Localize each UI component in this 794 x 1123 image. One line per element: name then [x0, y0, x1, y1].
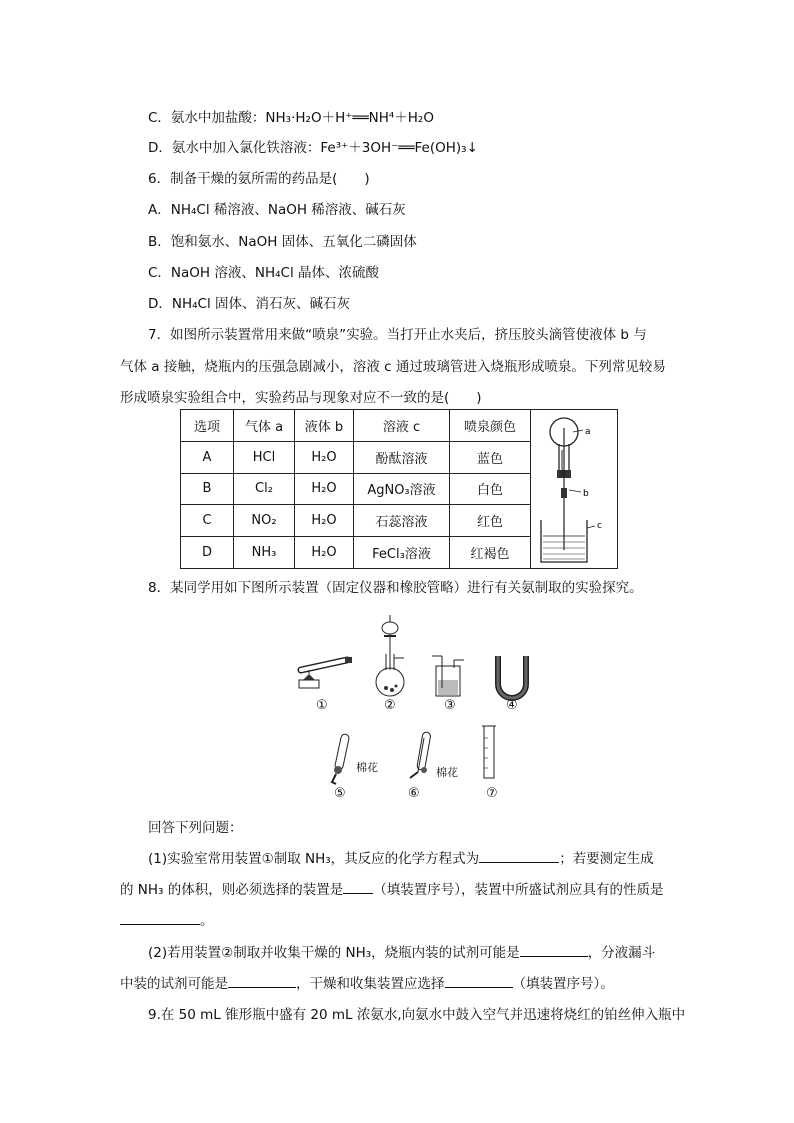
table-header-cell: 溶液 c: [354, 410, 450, 442]
table-cell: 白色: [450, 473, 531, 505]
question-7-line3: 形成喷泉实验组合中，实验药品与现象对应不一致的是( ): [120, 390, 482, 406]
table-header-cell: 喷泉颜色: [450, 410, 531, 442]
part-1-line3: 。: [120, 909, 214, 929]
label-apparatus-1: ①: [316, 698, 328, 713]
label-apparatus-3: ③: [444, 698, 456, 713]
apparatus-6-figure: [402, 728, 436, 784]
label-apparatus-7: ⑦: [486, 786, 498, 801]
question-8: 8．某同学用如下图所示装置（固定仪器和橡胶管略）进行有关氨制取的实验探究。: [148, 580, 643, 596]
table-cell: AgNO₃溶液: [354, 473, 450, 505]
cotton-label-6: 棉花: [436, 766, 458, 779]
label-b: b: [583, 489, 589, 499]
table-cell: D: [181, 537, 234, 569]
question-7-line2: 气体 a 接触，烧瓶内的压强急剧减小，溶液 c 通过玻璃管进入烧瓶形成喷泉。下列常见较易: [120, 359, 666, 375]
label-apparatus-4: ④: [506, 698, 518, 713]
table-header-cell: 气体 a: [234, 410, 295, 442]
question-7-line1: 7．如图所示装置常用来做“喷泉”实验。当打开止水夹后，挤压胶头滴管使液体 b 与: [148, 327, 647, 343]
label-apparatus-5: ⑤: [334, 786, 346, 801]
q6-option-c: C．NaOH 溶液、NH₄Cl 晶体、浓硫酸: [148, 265, 379, 281]
blank[interactable]: [479, 850, 559, 863]
apparatus-4-figure: [492, 650, 532, 696]
table-cell: 酚酞溶液: [354, 441, 450, 473]
label-c: c: [597, 521, 602, 531]
line-option-d: D．氨水中加入氯化铁溶液：Fe³⁺＋3OH⁻══Fe(OH)₃↓: [148, 140, 478, 156]
apparatus-2-figure: [372, 610, 412, 700]
q6-option-d: D．NH₄Cl 固体、消石灰、碱石灰: [148, 296, 351, 312]
q6-option-a: A．NH₄Cl 稀溶液、NaOH 稀溶液、碱石灰: [148, 202, 406, 218]
table-cell: HCl: [234, 441, 295, 473]
table-cell: 石蕊溶液: [354, 505, 450, 537]
table-cell: 蓝色: [450, 441, 531, 473]
table-cell: A: [181, 441, 234, 473]
table-cell: FeCl₃溶液: [354, 537, 450, 569]
table-cell: NH₃: [234, 537, 295, 569]
apparatus-7-figure: [480, 722, 500, 780]
fountain-apparatus-figure: [531, 410, 617, 568]
table-cell: H₂O: [295, 441, 354, 473]
blank[interactable]: [120, 912, 200, 925]
question-6: 6．制备干燥的氨所需的药品是( ): [148, 171, 370, 187]
blank[interactable]: [228, 975, 296, 988]
table-header-cell: 选项: [181, 410, 234, 442]
cotton-label-5: 棉花: [356, 761, 378, 774]
table-cell: H₂O: [295, 505, 354, 537]
label-a: a: [585, 427, 591, 437]
apparatus-1-figure: [295, 648, 355, 698]
table-cell: Cl₂: [234, 473, 295, 505]
blank[interactable]: [520, 944, 588, 957]
table-cell: 红色: [450, 505, 531, 537]
table-header-row: [181, 410, 618, 442]
table-header-cell: 液体 b: [295, 410, 354, 442]
fountain-figure-cell: [531, 410, 618, 569]
table-cell: B: [181, 473, 234, 505]
apparatus-3-figure: [430, 652, 466, 698]
table-cell: 红褐色: [450, 537, 531, 569]
part-1-line2: 的 NH₃ 的体积，则必须选择的装置是 （填装置序号），装置中所盛试剂应具有的性质是: [120, 882, 664, 898]
label-apparatus-2: ②: [384, 698, 396, 713]
line-option-c: C．氨水中加盐酸：NH₃·H₂O＋H⁺══NH⁴＋H₂O: [148, 110, 434, 126]
table-cell: H₂O: [295, 537, 354, 569]
blank[interactable]: [343, 881, 373, 894]
table-cell: NO₂: [234, 505, 295, 537]
part-1-line1: (1)实验室常用装置①制取 NH₃，其反应的化学方程式为 ；若要测定生成: [148, 851, 654, 867]
part-2-line1: (2)若用装置②制取并收集干燥的 NH₃，烧瓶内装的试剂可能是 ，分液漏斗: [148, 945, 656, 961]
answer-prompt: 回答下列问题：: [148, 820, 243, 836]
q6-option-b: B．饱和氨水、NaOH 固体、五氧化二磷固体: [148, 234, 417, 250]
blank[interactable]: [445, 975, 513, 988]
table-cell: C: [181, 505, 234, 537]
table-cell: H₂O: [295, 473, 354, 505]
options-table: [180, 409, 618, 569]
label-apparatus-6: ⑥: [408, 786, 420, 801]
question-9: 9.在 50 mL 锥形瓶中盛有 20 mL 浓氨水,向氨水中鼓入空气并迅速将烧红的铂丝伸入瓶中: [148, 1007, 686, 1023]
apparatus-5-figure: [322, 730, 356, 786]
part-2-line2: 中装的试剂可能是 ，干燥和收集装置应选择 （填装置序号）。: [120, 976, 614, 992]
